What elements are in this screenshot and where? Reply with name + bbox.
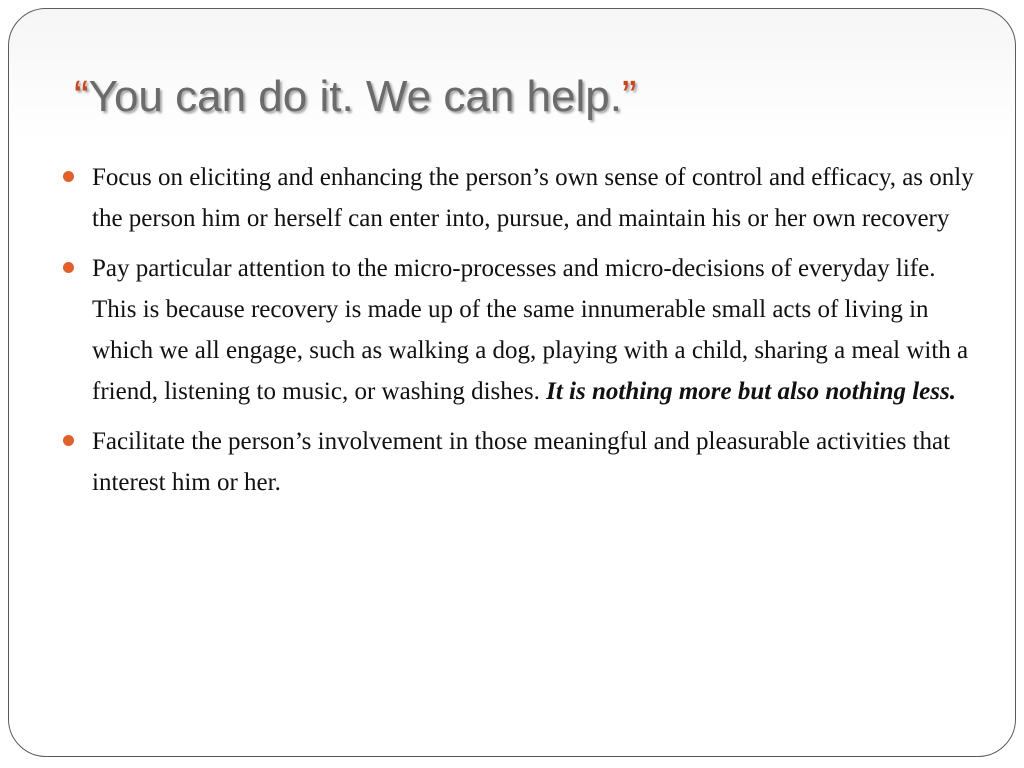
bullet-text: Focus on eliciting and enhancing the person’s own sense of control and efficacy, as only the person him or herself can enter into, pursue, and maintain his or her own recovery bbox=[92, 164, 974, 232]
slide-title bbox=[74, 72, 637, 122]
bullet-emphasis-text: It is nothing more but also nothing less. bbox=[546, 378, 956, 405]
bullet-text: Facilitate the person’s involvement in those meaningful and pleasurable activities that interest him or her. bbox=[92, 428, 951, 496]
bullet-item-micro-processes bbox=[63, 248, 978, 412]
bullet-dot-icon bbox=[63, 171, 74, 182]
title-close-quote: ” bbox=[621, 72, 637, 121]
bullet-text: Pay particular attention to the micro-processes and micro-decisions of everyday life. This is because recovery is made up of the same innumerable small acts of living in which we all engage, such as walking a dog, playing with a child, sharing a meal with a friend, listening to music, or washing dishes. bbox=[92, 255, 969, 405]
title-text: You can do it. We can help. bbox=[88, 72, 622, 121]
bullet-item-control-efficacy bbox=[63, 157, 978, 239]
title-open-quote: “ bbox=[74, 72, 89, 121]
bullet-dot-icon bbox=[63, 435, 74, 446]
bullet-list bbox=[63, 157, 978, 503]
bullet-item-meaningful-activities bbox=[63, 421, 978, 503]
bullet-dot-icon bbox=[63, 262, 74, 273]
